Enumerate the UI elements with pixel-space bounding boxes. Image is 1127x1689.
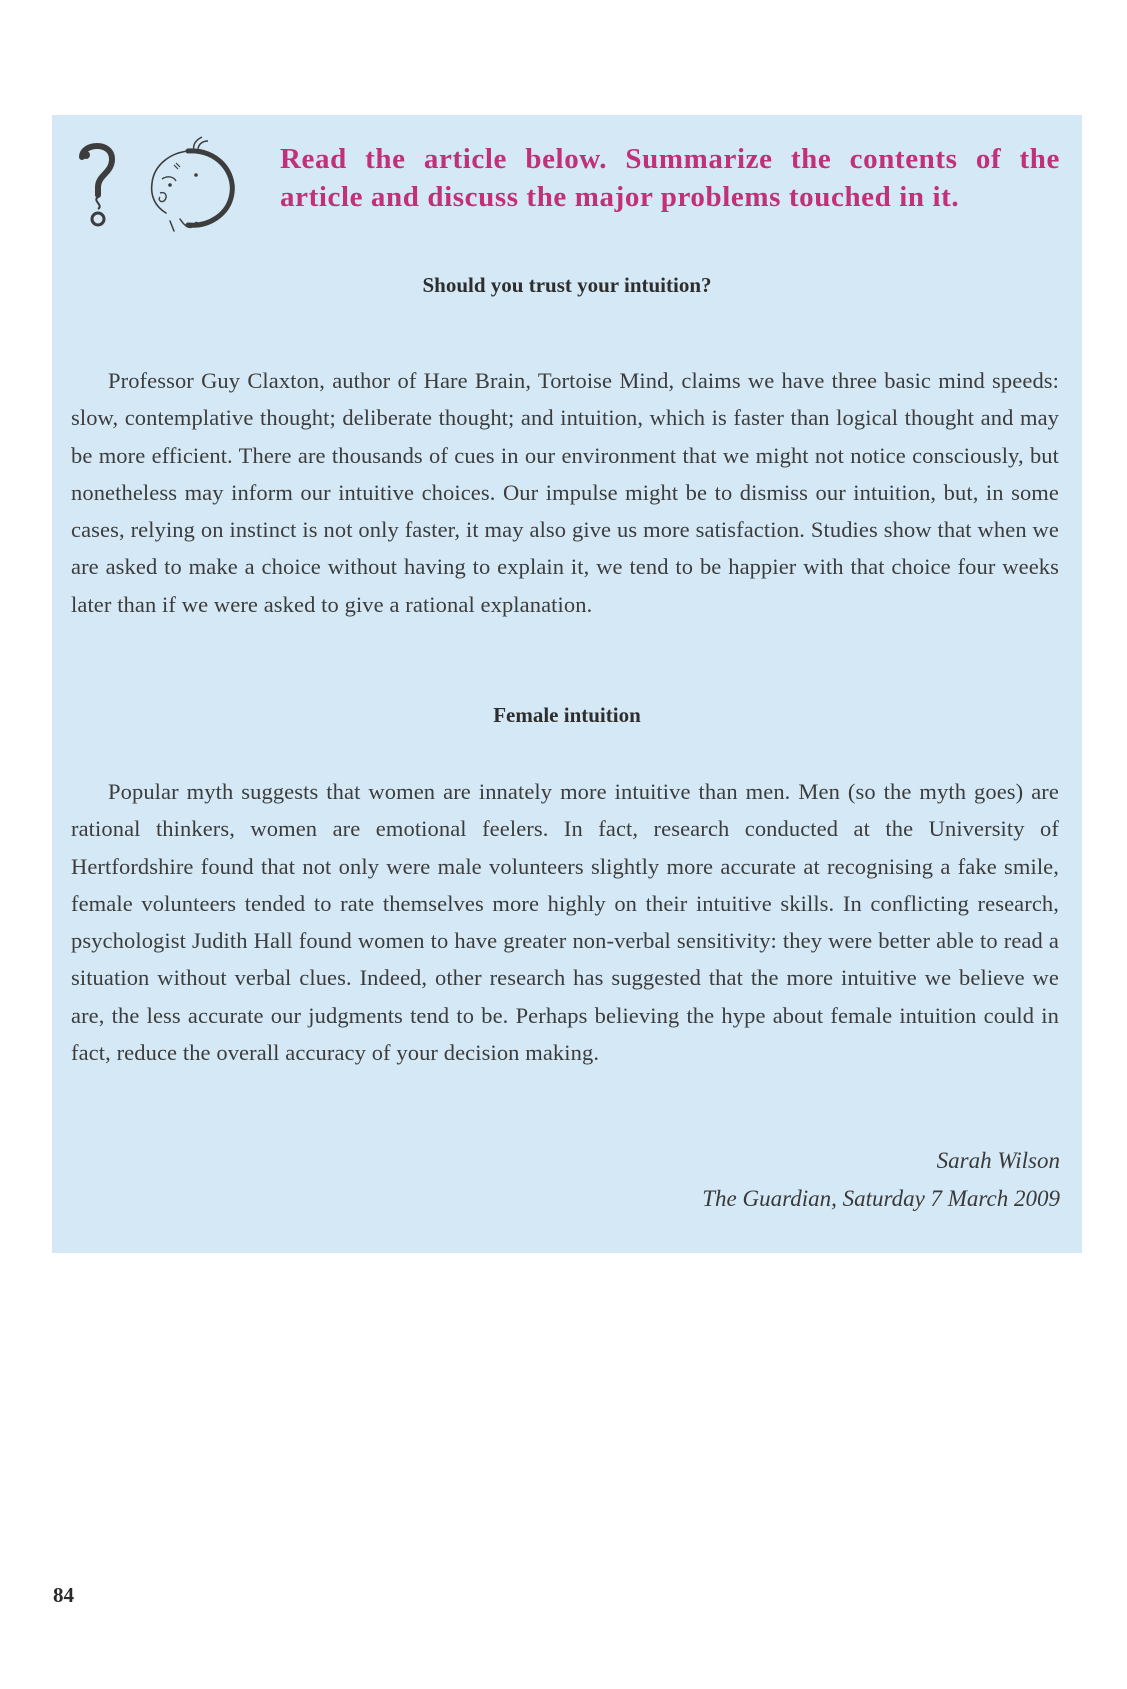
thinking-head-icon [140, 135, 240, 245]
task-instruction: Read the article below. Summarize the contents of the article and discuss the major problems touched in it. [280, 143, 1060, 213]
article-author: Sarah Wilson [936, 1148, 1060, 1173]
article-title: Should you trust your intuition? [422, 273, 712, 297]
article-paragraph-1: Professor Guy Claxton, author of Hare Brain, Tortoise Mind, claims we have three basic mind speeds: slow, contemplative thought; deliberate thought; and intuition, which is faster than logical thought and may be more efficient. There are thousands of cues in our environment that we might not notice consciously, but nonetheless may inform our intuitive choices. Our impulse might be to dismiss our intuition, but, in some cases, relying on instinct is not only faster, it may also give us more satisfaction. Studies show that when we are asked to make a choice without having to explain it, we tend to be happier with that choice four weeks later than if we were asked to give a rational explanation. [71, 368, 1059, 617]
article-source: The Guardian, Saturday 7 March 2009 [702, 1186, 1060, 1211]
page-number: 84 [53, 1583, 74, 1607]
article-subheading: Female intuition [493, 703, 641, 727]
article-paragraph-2: Popular myth suggests that women are innately more intuitive than men. Men (so the myth goes) are rational thinkers, women are emotional feelers. In fact, research conducted at the University of Hertfordshire found that not only were male volunteers slightly more accurate at recognising a fake smile, female volunteers tended to rate themselves more highly on their intuitive skills. In conflicting research, psychologist Judith Hall found women to have greater non-verbal sensitivity: they were better able to read a situation without verbal clues. Indeed, other research has suggested that the more intuitive we believe we are, the less accurate our judgments tend to be. Perhaps believing the hype about female intuition could in fact, reduce the overall accuracy of your decision making. [71, 779, 1059, 1066]
